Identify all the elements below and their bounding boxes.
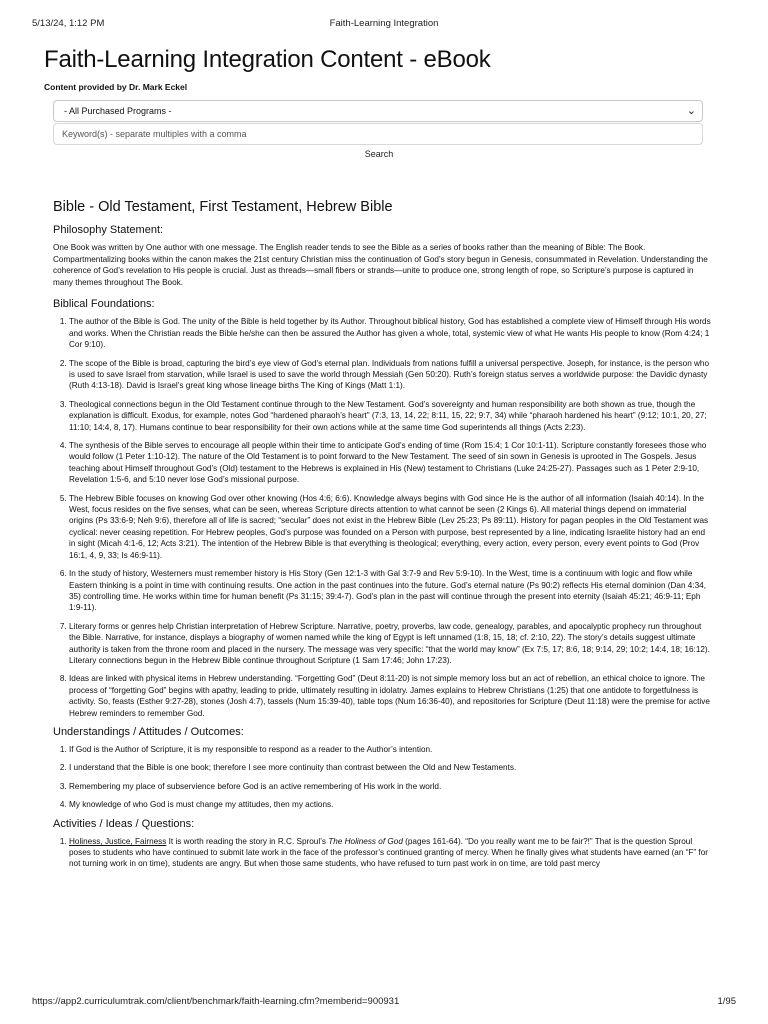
list-item: 3. Theological connections begun in the Old Testament continue through to the New Testament. God’s sovereignty and human responsibility are both shown as true, though the explanation is difficult. Exodus, for example, notes God “hardened pharaoh’s heart” (7:3, 13, 14, 22; 8:11, 15, 22; 9:7, 34) while “pharaoh hardened his heart” (9:12; 10:1, 20, 27; 11:10; 14:4, 8, 17). Humans continue to bear responsibility for their own actions while at the same time God superintends all things (Acts 2:23). [69, 399, 711, 433]
philosophy-text: One Book was written by One author with one message. The English reader tends to see the Bible as a series of books rather than the meaning of Bible: The Book. Compartmentalizing books within the canon makes the 21st century Christian miss the continuation of God’s story begun in Genesis, consummated in Revelation. Understanding the coherence of God’s revelation to His people is crucial. Just as threads—small fibers or strands—unite to produce one, strong length of rope, so Scripture’s purpose is captured in many themes throughout The Book. [53, 243, 708, 287]
content-provider: Content provided by Dr. Mark Eckel [44, 82, 188, 92]
chevron-down-icon: ⌄ [686, 105, 696, 117]
activity-book-title: The Holiness of God [328, 836, 403, 846]
list-item: 2. The scope of the Bible is broad, capturing the bird’s eye view of God’s eternal plan. Individuals from nations fulfill a universal perspective. Joseph, for instance, is the person who is used to save Israel from starvation, while Israel is used to save the world through Messiah (Gen 50:20). Ruth’s foreign status serves a worldwide purpose: the Davidic dynasty (Ruth 4:13-18). David is Israel’s great king whose lineage births The King of Kings (Matt 1:1). [69, 358, 711, 392]
list-item: 3. Remembering my place of subservience before God is an active remembering of His work in the world. [69, 781, 711, 792]
outcomes-list [53, 744, 711, 811]
list-item: 1. The author of the Bible is God. The unity of the Bible is held together by its Author. Throughout biblical history, God has established a complete view of Himself through His words and works. When the Christian reads the Bible he/she can then be assured the Author has given a whole, total, systemic view of what He wants His people to know (Rom 4:24; 1 Cor 9:10). [69, 316, 711, 350]
list-item: 2. I understand that the Bible is one book; therefore I see more continuity than contrast between the Old and New Testaments. [69, 762, 711, 773]
list-item: 8. Ideas are linked with physical items in Hebrew understanding. “Forgetting God” (Deut 8:11-20) is not simple memory loss but an act of rebellion, an ethical choice to ignore. The process of “forgetting God” begins with apathy, leading to pride, ultimately resulting in idolatry. James explains to Hebrew Christians (1:25) that one antidote to forgetfulness is activity. So, feasts (Esther 9:27-28), stones (Josh 4:7), tassels (Num 15:39-40), table tops (Num 16:36-40), and repositories for Scripture (Deut 11:18) were the premise for active Hebrew reminders to remember God. [69, 673, 711, 719]
keyword-input[interactable] [53, 123, 703, 145]
keyword-placeholder: Keyword(s) - separate multiples with a comma [62, 129, 247, 139]
list-item: 7. Literary forms or genres help Christian interpretation of Hebrew Scripture. Narrative, poetry, proverbs, law code, genealogy, parables, and apocalyptic prophecy run throughout the Bible. Narrative, for instance, displays a biography of women named while the king of Egypt is left unnamed (1:8, 15, 18; cf. 2:10, 22). The story’s details suggest ultimate authority is taken from the throne room and placed in the nursery. The message was very specific: “that the world may know” (Ex 7:5, 17; 8:6, 18; 9:14, 29; 10:2; 14:4, 18; 16:12). Literary connections begun in the Hebrew Bible continue throughout Scripture (1 Sam 17:46; John 17:23). [69, 621, 711, 667]
activity-lead: It is worth reading the story in R.C. Sproul’s [166, 836, 329, 846]
outcomes-heading: Understandings / Attitudes / Outcomes: [53, 725, 244, 738]
list-item: 4. The synthesis of the Bible serves to encourage all people within their time to anticipate God’s ending of time (Rom 15:4; 1 Cor 10:1-11). Scripture constantly foresees those who would follow (1 Peter 1:10-12). The nature of the Old Testament is to point forward to the New Testament. The seed of sin sown in Genesis is uprooted in The Gospels. Jesus teaching about Himself throughout God’s (Old) testament to the Hebrews is explained in His (New) testament to Christians (Luke 24:25-27). Passages such as 1 Peter 2:9-10, Revelation 1:5-6, and 5:10 never lose God’s missional purpose. [69, 440, 711, 486]
print-header [32, 18, 736, 32]
activities-heading: Activities / Ideas / Questions: [53, 817, 195, 830]
activity-text: (pages 161-64). “Do you really want me to be fair?!” That is the question Sproul poses to students who have continued to submit late work in the face of the professor’s continued granting of mercy. When he finally gives what students have earned (an “F” for not turning work in on time), students are angry. But when those same students, who have refused to turn past work in on time, are told past mercy [69, 836, 708, 869]
content-section [53, 199, 711, 877]
page-title: Faith-Learning Integration Content - eBook [44, 46, 491, 73]
philosophy-heading: Philosophy Statement: [53, 224, 164, 236]
list-item: 5. The Hebrew Bible focuses on knowing God over other knowing (Hos 4:6; 6:6). Knowledge always begins with God since He is the author of all information (Isaiah 40:14). In the West, focus resides on the five senses, what can be seen, whereas Scripture directs attention to what cannot be seen (2 Kings 6). All material things depend on immaterial origins (Ps 33:6-9; Neh 9:6), therefore all of life is sacred; “secular” does not exist in the Hebrew Bible (Lev 25:23; Ps 89:11). History for pagan peoples in the Old Testament was cyclical: never ceasing repetition. For Hebrew peoples, God’s purpose was founded on a Person with purpose, best represented by a line, indicating Israelite history had an end in sight (Micah 4:1-6, 12; Acts 3:21). The intention of the Hebrew Bible is that everything is theological; everything, every action, every person, every event points to God (Prov 16:1, 4, 9, 33; Is 46:9-11). [69, 493, 711, 561]
section-title: Bible - Old Testament, First Testament, Hebrew Bible [53, 199, 393, 215]
search-button[interactable]: Search [364, 149, 394, 159]
foundations-heading: Biblical Foundations: [53, 298, 155, 311]
list-item: 6. In the study of history, Westerners must remember history is His Story (Gen 12:1-3 with Gal 3:7-9 and Rev 5:9-10). In the West, time is a continuum with logic and flow while Eastern thinking is a point in time with continuing results. One action in the past continues into the future. God’s eternal nature (Ps 90:2) reflects His eternal dominion (Dan 4:34, 35) controlling time. He works within time for human benefit (Ps 31:15; 39:4-7). God’s plan in the past will continue through the present into eternity (Isaiah 45:21; 46:9-11; Eph 1:9-11). [69, 568, 711, 614]
print-footer [32, 996, 736, 1010]
activity-topic: Holiness, Justice, Fairness [69, 836, 167, 846]
list-item: 4. My knowledge of who God is must change my attitudes, then my actions. [69, 799, 711, 810]
program-select[interactable] [53, 100, 703, 122]
program-select-value: - All Purchased Programs - [64, 106, 172, 116]
foundations-list [53, 316, 711, 719]
activities-list [53, 836, 711, 870]
print-url: https://app2.curriculumtrak.com/client/benchmark/faith-learning.cfm?memberid=900931 [32, 996, 400, 1007]
page-number: 1/95 [717, 996, 736, 1007]
print-date: 5/13/24, 1:12 PM [32, 18, 105, 29]
list-item [69, 836, 711, 870]
list-item: 1. If God is the Author of Scripture, it is my responsible to respond as a reader to the Author’s intention. [69, 744, 711, 755]
print-title: Faith-Learning Integration [329, 18, 439, 29]
